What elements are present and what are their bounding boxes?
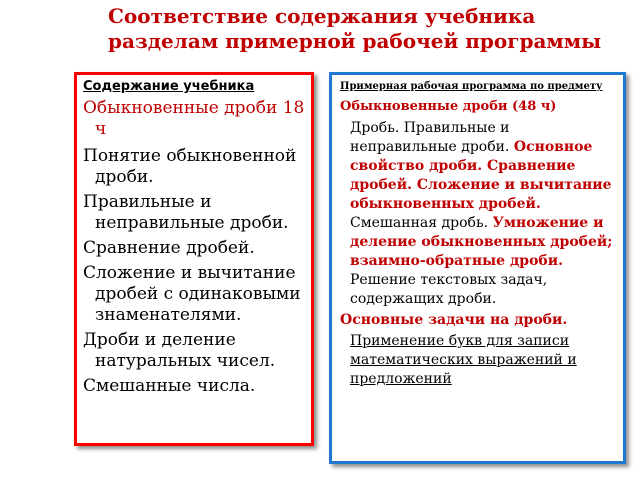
program-section2-title: Основные задачи на дроби. [340, 312, 568, 328]
program-section-content [340, 119, 619, 309]
textbook-topic: Смешанные числа. [83, 376, 256, 396]
program-content-panel [329, 72, 626, 464]
textbook-content-heading: Содержание учебника [83, 79, 255, 94]
program-highlight: Основное свойство дроби. Сравнение дробей. Сложение и вычитание обыкновенных дробей. [350, 139, 612, 212]
textbook-topic: Сложение и вычитание дробей с одинаковыми знаменателями. [83, 263, 301, 325]
program-text: Смешанная дробь. [350, 215, 489, 231]
textbook-topic: Понятие обыкновенной дроби. [83, 146, 297, 187]
program-section-title: Обыкновенные дроби (48 ч) [340, 99, 557, 114]
textbook-section-title: Обыкновенные дроби 18 ч [83, 98, 305, 139]
program-text: Дробь. Правильные и неправильные дроби. [350, 120, 510, 155]
program-section2-content: Применение букв для записи математических выражений и предложений [350, 333, 577, 387]
program-highlight: Умножение и деление обыкновенных дробей; взаимно-обратные дроби. [350, 215, 613, 269]
textbook-content-panel [74, 72, 314, 446]
program-heading: Примерная рабочая программа по предмету [340, 81, 603, 92]
textbook-topic: Правильные и неправильные дроби. [83, 192, 289, 233]
textbook-topic: Дроби и деление натуральных чисел. [83, 330, 276, 371]
slide-title: Соответствие содержания учебника разделам примерной рабочей программы [108, 4, 602, 53]
textbook-topic: Сравнение дробей. [83, 238, 255, 258]
program-text: Решение текстовых задач, содержащих дроби. [350, 272, 548, 307]
